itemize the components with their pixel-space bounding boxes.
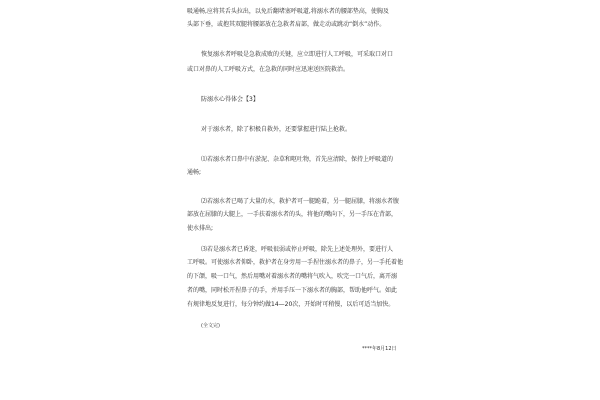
para1-line2: 头部下垂，或抱其双腿将腰部放在急救者肩部，做走动或跳动“倒水”动作。	[187, 21, 386, 28]
item2-line3: 使水排出;	[187, 225, 214, 232]
item3-line5: 有规律地反复进行，每分钟约做14—20次，开始时可稍慢，以后可适当加快。	[187, 301, 395, 308]
item1-line1: ⑴若溺水者口鼻中有淤泥、杂草和呕吐物，首先应清除，保持上呼吸道的	[201, 156, 394, 163]
item3-line2: 工呼吸。可使溺水者仰卧，救护者在身旁用一手捏住溺水者的鼻子，另一手托着他	[187, 259, 404, 266]
item3-line1: ⑶若是溺水者已昏迷，呼吸很弱或停止呼吸，除先上述处理外，要进行人	[201, 246, 394, 253]
para1-line1: 吸通畅,应将其舌头拉出，以免后翻堵塞呼吸道,将溺水者的腰部垫高，使胸及	[187, 8, 389, 15]
item1-line2: 通畅;	[187, 169, 202, 176]
item2-line2: 部放在屈膝的大腿上，一手扶着溺水者的头，将他的嘴向下，另一手压在背部，	[187, 211, 398, 218]
end-of-document-label: (全文完)	[201, 323, 220, 329]
intro-paragraph: 对于溺水者，除了积极自救外，还要掌握进行陆上抢救。	[201, 126, 352, 133]
para2-line2: 或口对鼻的人工呼吸方式，在急救的同时应迅速送医院救治。	[187, 66, 350, 73]
para2-line1: 恢复溺水者呼吸是急救成败的关键，应立即进行人工呼吸，可采取口对口	[201, 51, 394, 58]
item3-line3: 的下颌，吸一口气，然后用嘴对着溺水者的嘴将气吹入，吹完一口气后，离开溺	[187, 273, 398, 280]
document-date: ****年8月12日	[362, 346, 397, 352]
item2-line1: ⑵若溺水者已喝了大量的水，救护者可一腿跪着，另一腿屈膝，将溺水者腹	[201, 198, 400, 205]
section-heading: 防溺水心得体会【3】	[201, 96, 259, 103]
item3-line4: 者的嘴，同时松开捏鼻子的手，并用手压一下溺水者的胸部，帮助他呼气。如此	[187, 287, 398, 294]
